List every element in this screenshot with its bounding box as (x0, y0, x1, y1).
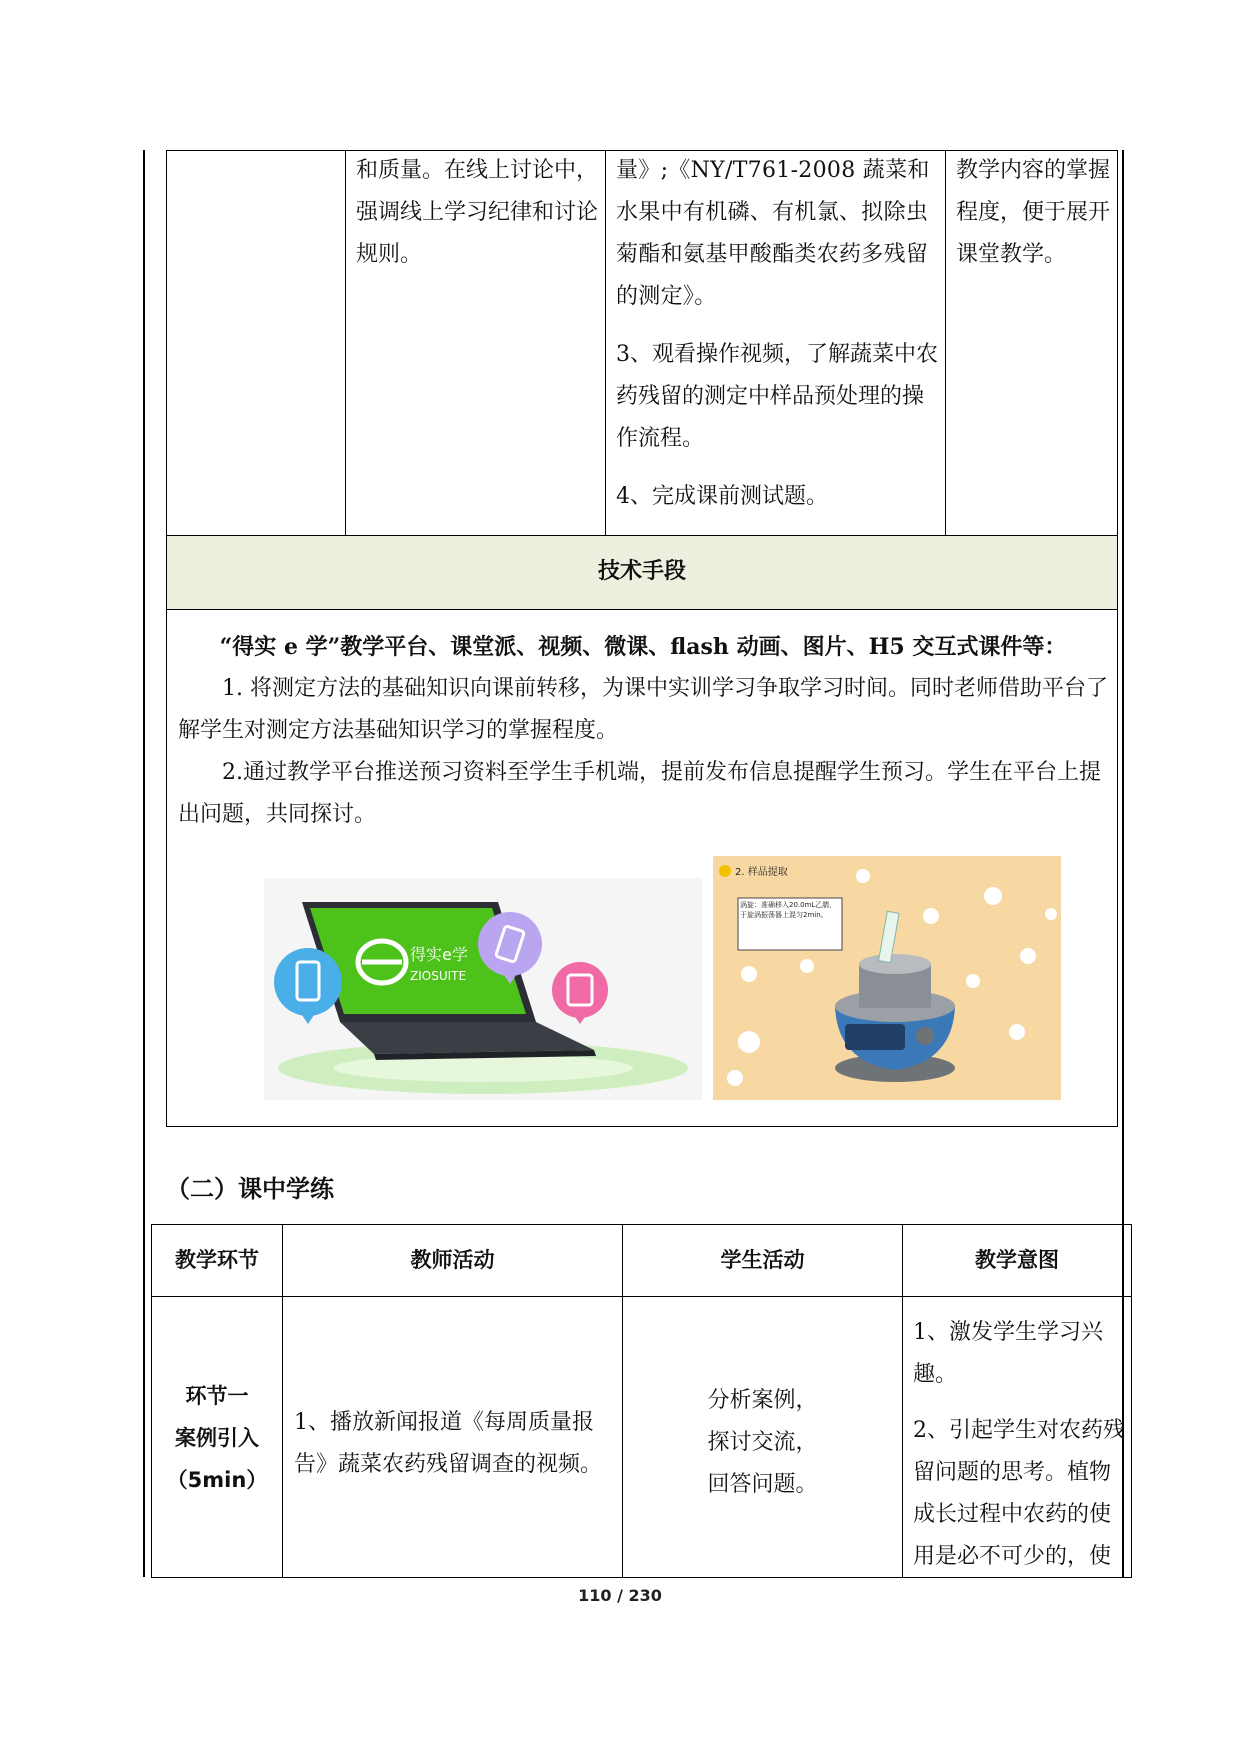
sample-extraction-figure (713, 856, 1061, 1100)
student-activity-p2: 3、观看操作视频，了解蔬菜中农药残留的测定中样品预处理的操作流程。 (616, 342, 938, 451)
col-header-intent: 教学意图 (975, 1248, 1059, 1272)
intent-cell (956, 150, 1112, 276)
col-header-student: 学生活动 (720, 1248, 805, 1272)
platform-logo-text: 得实e学 (410, 945, 468, 964)
note-text: 涡旋：准确移入20.0mL乙腈，于旋涡振荡器上混匀2min。 (740, 901, 837, 919)
intent-row1-p2: 2、引起学生对农药残留问题的思考。植物成长过程中农药的使用是必不可少的，使 (913, 1418, 1125, 1569)
teacher-activity-row1 (294, 1402, 616, 1486)
intent-row1 (913, 1312, 1125, 1576)
student-activity-p3: 4、完成课前测试题。 (616, 484, 828, 509)
platform-laptop-figure (264, 878, 702, 1100)
tech-platform-list: “得实 e 学”教学平台、课堂派、视频、微课、flash 动画、图片、H5 交互式课件等： (219, 634, 1067, 660)
phone-blue-icon (274, 948, 342, 1024)
student-activity-row1 (623, 1380, 902, 1506)
student-line-2: 探讨交流， (707, 1430, 818, 1455)
tech-body (178, 626, 1108, 836)
stage-name: 环节一 (185, 1384, 249, 1408)
tech-item-1: 1. 将测定方法的基础知识向课前转移，为课中实训学习争取学习时间。同时老师借助平台了解学生对测定方法基础知识学习的掌握程度。 (178, 676, 1108, 743)
col-header-stage: 教学环节 (175, 1248, 259, 1272)
section-heading: （二）课中学练 (166, 1175, 334, 1203)
tablet-pink-icon (552, 962, 608, 1024)
intent-row1-p1: 1、激发学生学习兴趣。 (913, 1320, 1103, 1387)
student-line-1: 分析案例， (707, 1388, 818, 1413)
student-line-3: 回答问题。 (707, 1472, 818, 1497)
stage-duration: （5min） (166, 1468, 268, 1492)
stage-topic: 案例引入 (175, 1426, 259, 1450)
col-header-teacher: 教师活动 (410, 1248, 495, 1272)
step-label: 2. 样品提取 (735, 867, 788, 878)
teacher-activity-row1-text: 1、播放新闻报道《每周质量报告》蔬菜农药残留调查的视频。 (294, 1410, 603, 1477)
vortex-mixer-icon (835, 911, 955, 1082)
page-number: 110 / 230 (578, 1586, 662, 1605)
student-activity-p1: 量》;《NY/T761-2008 蔬菜和水果中有机磷、有机氯、拟除虫菊酯和氨基甲酸酯类农药多残留的测定》。 (616, 158, 930, 309)
platform-logo-subtext: ZIOSUITE (410, 969, 467, 983)
teacher-activity-cell (356, 150, 598, 276)
laptop-base (340, 1022, 594, 1054)
tech-section-title: 技术手段 (597, 559, 686, 584)
intent-text: 教学内容的掌握程度，便于展开课堂教学。 (956, 158, 1111, 267)
stage-cell (152, 1375, 282, 1501)
tech-item-2: 2.通过教学平台推送预习资料至学生手机端，提前发布信息提醒学生预习。学生在平台上提出问题，共同探讨。 (178, 760, 1101, 827)
teacher-activity-text: 和质量。在线上讨论中，强调线上学习纪律和讨论规则。 (356, 158, 599, 267)
step-marker-icon (719, 865, 731, 877)
student-activity-cell (616, 150, 938, 518)
